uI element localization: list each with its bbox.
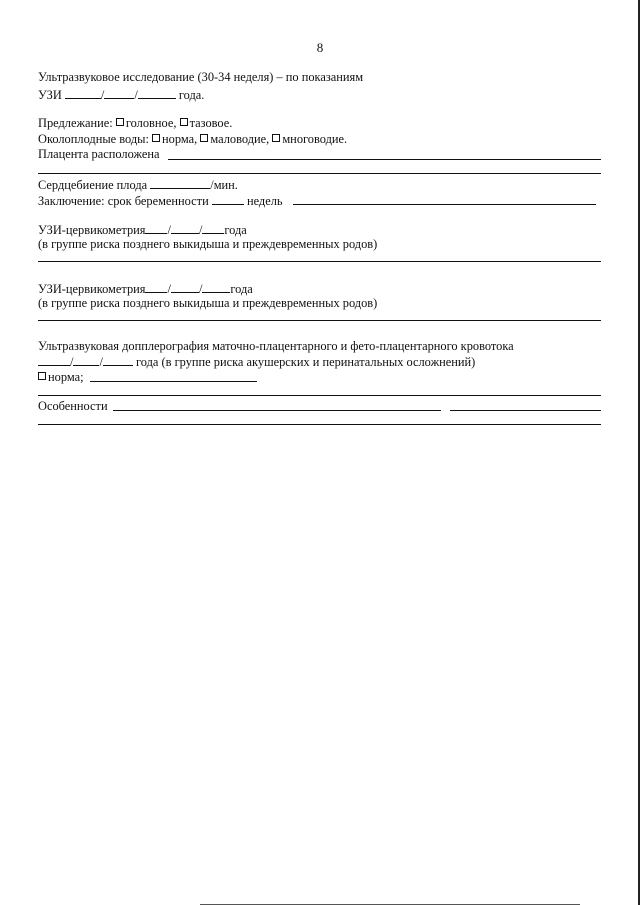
conclusion-unit: недель bbox=[246, 194, 283, 208]
page-number: 8 bbox=[316, 40, 324, 55]
presentation-breech-checkbox[interactable] bbox=[180, 118, 188, 126]
doppler-norm-field[interactable] bbox=[90, 381, 257, 382]
ultrasound-title: Ультразвуковое исследование (30-34 неделя) – по показаниям bbox=[38, 70, 364, 84]
gestation-weeks-field[interactable] bbox=[212, 193, 244, 205]
uzi-date-line: УЗИ / / года. bbox=[38, 88, 205, 102]
placenta-label: Плацента расположена bbox=[38, 147, 160, 161]
cervico1-suffix: года bbox=[224, 223, 247, 237]
cervico1-line: УЗИ-цервикометрия / / года bbox=[38, 223, 247, 237]
doppler-norm-label: норма; bbox=[48, 370, 84, 384]
doppler-year-field[interactable] bbox=[103, 354, 133, 366]
features-field-b[interactable] bbox=[450, 410, 601, 411]
cervico1-day-field[interactable] bbox=[145, 222, 167, 234]
cervico2-result-field[interactable] bbox=[38, 320, 601, 321]
amniotic-line bbox=[38, 132, 347, 147]
conclusion-line bbox=[38, 193, 283, 209]
doppler-date-line: / / года (в группе риска акушерских и перинатальных осложнений) bbox=[38, 354, 475, 370]
heartbeat-unit: /мин. bbox=[210, 178, 238, 192]
conclusion-field[interactable] bbox=[293, 204, 596, 205]
amniotic-norm-label: норма, bbox=[162, 132, 198, 146]
uzi-month-field[interactable] bbox=[104, 87, 134, 99]
amniotic-label: Околоплодные воды: bbox=[38, 132, 149, 146]
doppler-month-field[interactable] bbox=[73, 354, 99, 366]
features-label: Особенности bbox=[38, 399, 108, 413]
doppler-norm-checkbox[interactable] bbox=[38, 372, 46, 380]
uzi-date-suffix: года. bbox=[178, 88, 205, 102]
placenta-field-continued[interactable] bbox=[38, 173, 601, 174]
conclusion-label: Заключение: срок беременности bbox=[38, 194, 209, 208]
heartbeat-label: Сердцебиение плода bbox=[38, 178, 148, 192]
cervico2-suffix: года bbox=[230, 282, 253, 296]
doppler-day-field[interactable] bbox=[38, 354, 70, 366]
features-field-continued[interactable] bbox=[38, 424, 601, 425]
cervico2-line: УЗИ-цервикометрия / / года bbox=[38, 282, 253, 296]
features-field-a[interactable] bbox=[113, 410, 441, 411]
doppler-norm-line bbox=[38, 370, 84, 385]
presentation-label: Предлежание: bbox=[38, 116, 113, 130]
cervico2-year-field[interactable] bbox=[202, 281, 230, 293]
cervico1-label: УЗИ-цервикометрия bbox=[38, 223, 146, 237]
cervico2-month-field[interactable] bbox=[171, 281, 199, 293]
amniotic-oligo-checkbox[interactable] bbox=[200, 134, 208, 142]
amniotic-poly-checkbox[interactable] bbox=[272, 134, 280, 142]
cervico2-note: (в группе риска позднего выкидыша и преждевременных родов) bbox=[38, 296, 378, 310]
doppler-result-field[interactable] bbox=[38, 395, 601, 396]
cervico2-label: УЗИ-цервикометрия bbox=[38, 282, 146, 296]
presentation-head-label: головное, bbox=[125, 116, 177, 130]
amniotic-poly-label: многоводие. bbox=[282, 132, 348, 146]
heartbeat-line bbox=[38, 177, 238, 193]
uzi-year-field[interactable] bbox=[138, 87, 176, 99]
cervico2-day-field[interactable] bbox=[145, 281, 167, 293]
heartbeat-field[interactable] bbox=[150, 177, 210, 189]
amniotic-oligo-label: маловодие, bbox=[210, 132, 270, 146]
presentation-line bbox=[38, 116, 232, 131]
doppler-suffix: года (в группе риска акушерских и перинатальных осложнений) bbox=[136, 355, 476, 369]
cervico1-year-field[interactable] bbox=[202, 222, 224, 234]
presentation-breech-label: тазовое. bbox=[189, 116, 233, 130]
amniotic-norm-checkbox[interactable] bbox=[152, 134, 160, 142]
placenta-field[interactable] bbox=[168, 159, 601, 160]
presentation-head-checkbox[interactable] bbox=[116, 118, 124, 126]
uzi-prefix: УЗИ bbox=[38, 88, 62, 102]
cervico1-month-field[interactable] bbox=[171, 222, 199, 234]
doppler-title: Ультразвуковая допплерография маточно-плацентарного и фето-плацентарного кровотока bbox=[38, 339, 514, 353]
cervico1-result-field[interactable] bbox=[38, 261, 601, 262]
uzi-day-field[interactable] bbox=[65, 87, 101, 99]
cervico1-note: (в группе риска позднего выкидыша и преждевременных родов) bbox=[38, 237, 378, 251]
